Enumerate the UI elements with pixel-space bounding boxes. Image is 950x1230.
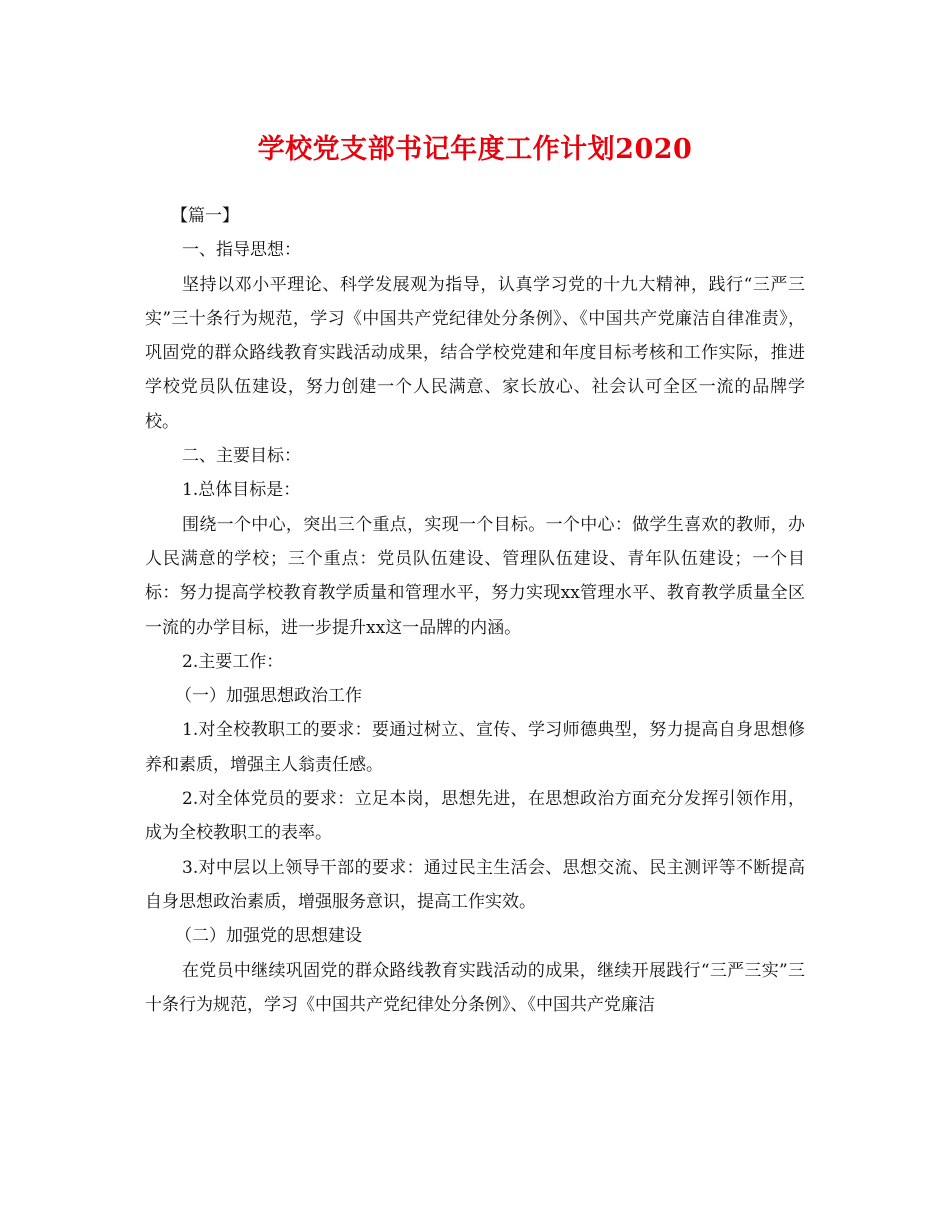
list-item: 3.对中层以上领导干部的要求：通过民主生活会、思想交流、民主测评等不断提高自身思想政治素质，增强服务意识，提高工作实效。 [145, 857, 805, 912]
list-item: 2.对全体党员的要求：立足本岗，思想先进，在思想政治方面充分发挥引领作用，成为全校教职工的表率。 [145, 789, 805, 844]
document-title: 学校党支部书记年度工作计划2020 [257, 134, 693, 165]
document-body [145, 199, 805, 1022]
sub-heading: 1.总体目标是： [182, 480, 301, 501]
list-item: 1.对全校教职工的要求：要通过树立、宣传、学习师德典型，努力提高自身思想修养和素质，增强主人翁责任感。 [145, 720, 805, 775]
sub-section-heading: （一）加强思想政治工作 [175, 686, 362, 707]
paragraph: 在党员中继续巩固党的群众路线教育实践活动的成果，继续开展践行“三严三实”三十条行为规范，学习《中国共产党纪律处分条例》、《中国共产党廉洁 [145, 960, 805, 1015]
sub-section-heading: （二）加强党的思想建设 [175, 926, 362, 947]
paragraph: 围绕一个中心，突出三个重点，实现一个目标。一个中心：做学生喜欢的教师，办人民满意的学校；三个重点：党员队伍建设、管理队伍建设、青年队伍建设；一个目标：努力提高学校教育教学质量和管理水平，努力实现xx管理水平、教育教学质量全区一流的办学目标，进一步提升xx这一品牌的内涵。 [145, 514, 805, 638]
section-heading: 二、主要目标： [182, 446, 301, 467]
section-heading: 一、指导思想： [182, 240, 301, 261]
sub-heading: 2.主要工作： [182, 651, 284, 672]
paragraph: 坚持以邓小平理论、科学发展观为指导，认真学习党的十九大精神，践行“三严三实”三十条行为规范，学习《中国共产党纪律处分条例》、《中国共产党廉洁自律准责》，巩固党的群众路线教育实践活动成果，结合学校党建和年度目标考核和工作实际，推进学校党员队伍建设，努力创建一个人民满意、家长放心、社会认可全区一流的品牌学校。 [145, 274, 805, 432]
section-tag: 【篇一】 [171, 206, 239, 226]
